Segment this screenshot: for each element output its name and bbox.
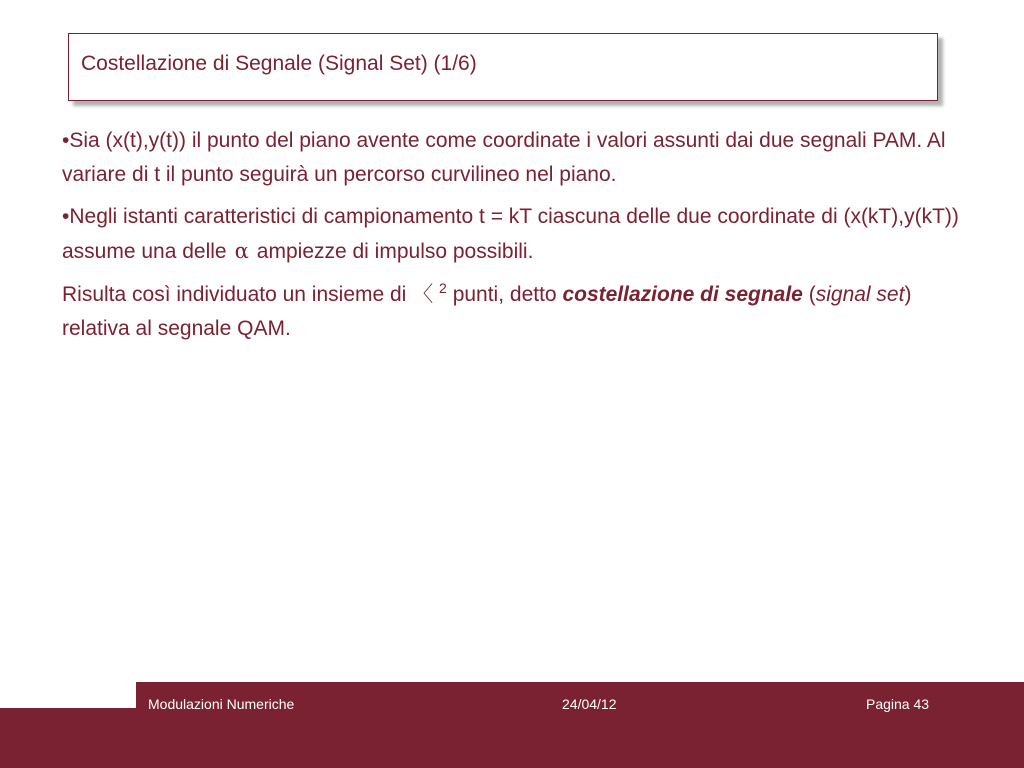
paragraph-1 xyxy=(62,124,962,192)
alpha-symbol: α xyxy=(234,239,249,263)
term-costellazione: costellazione di segnale xyxy=(562,283,803,306)
footer-date: 24/04/12 xyxy=(562,696,617,712)
paragraph-1-text: •Sia (x(t),y(t)) il punto del piano avente come coordinate i valori assunti dai due segnali PAM. Al variare di t il punto seguirà un percorso curvilineo nel piano. xyxy=(62,129,946,186)
paragraph-3-text-after: ) relativa al segnale QAM. xyxy=(62,283,912,340)
paren-open: ( xyxy=(808,283,816,306)
paragraph-2-text-before: •Negli istanti caratteristici di campionamento t = kT ciascuna delle due coordinate di (x(kT),y(kT)) assume una delle xyxy=(62,205,959,263)
title-box xyxy=(68,33,938,101)
paragraph-3-text-mid: punti, detto xyxy=(452,283,557,306)
footer-course: Modulazioni Numeriche xyxy=(148,696,295,712)
paragraph-3 xyxy=(62,277,962,346)
footer-bar xyxy=(136,682,1024,768)
superscript-2: 2 xyxy=(439,280,447,296)
footer-page-number: Pagina 43 xyxy=(866,696,930,712)
paragraph-2 xyxy=(62,200,962,269)
slide-title: Costellazione di Segnale (Signal Set) (1/6) xyxy=(81,52,477,75)
term-signal-set: signal set xyxy=(815,283,905,306)
paragraph-3-text-before: Risulta così individuato un insieme di xyxy=(62,283,407,306)
paragraph-2-text-after: ampiezze di impulso possibili. xyxy=(256,240,534,263)
angle-symbol: 〈 xyxy=(412,282,434,306)
slide-content xyxy=(62,124,962,354)
footer-left-bar xyxy=(0,708,136,768)
